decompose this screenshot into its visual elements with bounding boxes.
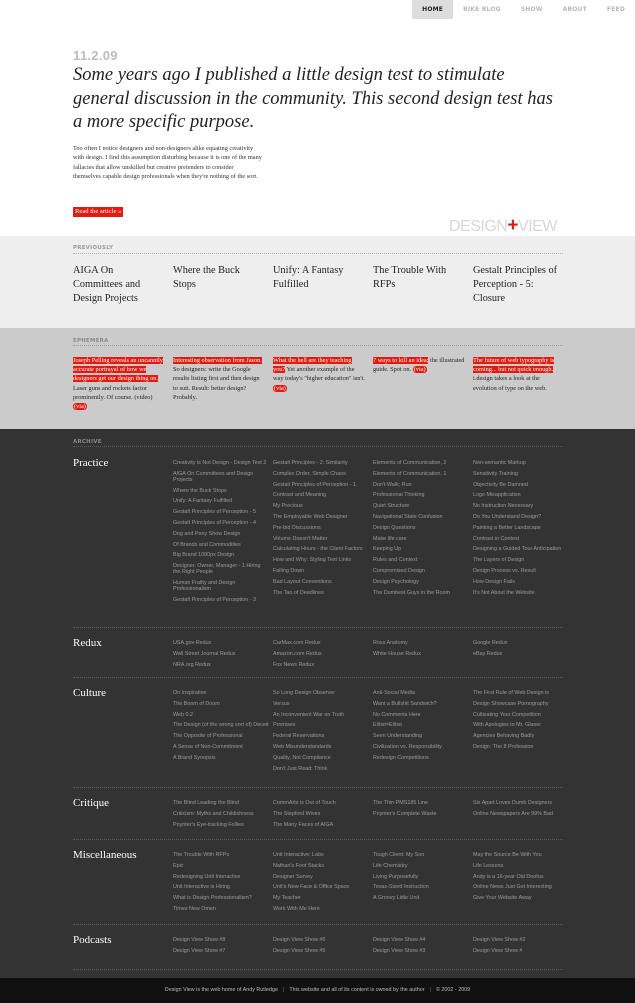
ephemera-item (73, 356, 165, 411)
previous-post-link[interactable]: Gestalt Principles of Perception - 5: Closure (473, 265, 558, 304)
ephemera-text: Yet another example of the way today's "higher education" isn't. (273, 366, 365, 383)
ephemera-section (0, 328, 635, 429)
archive-link[interactable]: Unify: A Fantasy Fulfilled (173, 498, 233, 505)
via-link[interactable]: (via) (74, 403, 86, 411)
archive-link[interactable]: Gestalt Principles - 2: Similarity (273, 460, 348, 466)
archive-link[interactable]: No Comments Here (373, 711, 421, 718)
archive-column (473, 690, 569, 755)
archive-link[interactable]: Quiet Structure (373, 503, 410, 510)
archive-link[interactable]: With Apologies to Mr. Glaser (473, 722, 542, 729)
ephemera-text: i.design takes a look at the evolution of type on the web. (473, 375, 547, 392)
archive-link[interactable]: Online Newspapers Are 99% Bad (473, 810, 554, 817)
archive-link[interactable]: Keeping Up (373, 546, 402, 553)
archive-link[interactable]: Gestalt Principles of Perception - 4 (173, 519, 256, 526)
archive-link[interactable]: CarMax.com Redux (273, 640, 321, 646)
archive-link[interactable]: How Design Fails (473, 578, 515, 585)
archive-column (373, 937, 469, 959)
archive-link[interactable]: The Many Faces of AIGA (273, 821, 334, 828)
archive-link[interactable]: Design View Show #8 (173, 937, 226, 943)
archive-link[interactable]: Do You Understand Design? (473, 513, 542, 520)
archive-link[interactable]: Contrast in Context (473, 535, 520, 542)
archive-link[interactable]: Design View Show #2 (473, 937, 526, 943)
footer-copyright: © 2002 - 2009 (435, 987, 471, 993)
archive-link[interactable]: Design View Show # (473, 947, 523, 954)
archive-column (173, 852, 269, 917)
archive-column (173, 640, 269, 672)
archive-link[interactable]: The Thin PMS185 Line (373, 800, 429, 806)
logo-plus: + (507, 215, 518, 236)
archive-link[interactable]: Design View Show #6 (273, 937, 326, 943)
archive-column (173, 690, 269, 766)
archive-link[interactable]: Compromised Design (373, 567, 425, 574)
previously-section (0, 236, 635, 328)
archive-link[interactable]: Dog and Pony Show Design (173, 530, 241, 537)
archive-link[interactable]: Design Psychology (373, 578, 419, 585)
archive-link[interactable]: The Boom of Doom (173, 700, 220, 707)
archive-column (473, 640, 569, 662)
archive-link[interactable]: Promises (273, 722, 296, 729)
archive-link[interactable]: Redesign Competitions (373, 754, 429, 761)
divider (73, 969, 563, 970)
archive-link[interactable]: Human Frailty and Design Professionalism (173, 579, 236, 592)
archive-link[interactable]: The Dumbest Guys in the Room (373, 589, 450, 596)
archive-link[interactable]: Gestalt Principles of Perception - 5 (173, 509, 256, 516)
archive-label: ARCHIVE (73, 439, 102, 445)
archive-section (0, 429, 635, 978)
archive-category-title: Practice (73, 457, 109, 469)
divider (73, 839, 563, 840)
archive-link[interactable]: AIGA On Committees and Design Projects (173, 470, 254, 483)
archive-link[interactable]: Poynter's Eye-tracking Follies (173, 821, 244, 828)
archive-link[interactable]: The Stepford Wives (273, 810, 321, 817)
nav-menu (412, 0, 635, 19)
archive-column (373, 640, 469, 662)
archive-link[interactable]: Anti-Social Media (373, 690, 415, 696)
nav-bike-blog[interactable]: BIKE BLOG (463, 6, 501, 13)
archive-link[interactable]: Complex Order, Simple Chaos (273, 470, 346, 477)
archive-column (373, 690, 469, 766)
archive-column (273, 460, 369, 600)
ephemera-link[interactable]: The future of web typography is coming... but not quick enough. (473, 357, 555, 374)
archive-link[interactable]: Design Process vs. Result (473, 567, 536, 574)
ephemera-link[interactable]: Joseph Pelling reveals an uncannily accurate portrayal of how we designers get our design thing on. (73, 357, 163, 383)
archive-link[interactable]: Design: The 8 Profession (473, 743, 534, 750)
archive-link[interactable]: Unit Interactive: Labs (273, 852, 324, 858)
archive-link[interactable]: A Groovy Little Unit (373, 895, 420, 902)
archive-link[interactable]: Rules and Context (373, 557, 418, 564)
archive-link[interactable]: Gestalt Principles of Perception - 3 (173, 596, 256, 603)
footer-separator: | (429, 987, 431, 993)
archive-link[interactable]: Web Misunderstandards (273, 743, 332, 750)
archive-link[interactable]: Objectivity Be Damned (473, 481, 528, 488)
archive-link[interactable]: Civilization vs. Responsibility (373, 743, 442, 750)
archive-link[interactable]: The Layers of Design (473, 557, 525, 564)
archive-link[interactable]: Redesigning Unit Interactive (173, 873, 241, 880)
archive-column (373, 460, 469, 600)
divider (73, 253, 563, 254)
archive-link[interactable]: Six Apart Loves Dumb Designers (473, 800, 553, 806)
archive-link[interactable]: Online News Just Got Interesting (473, 884, 552, 891)
archive-column (273, 937, 369, 959)
archive-link[interactable]: May the Source Be With You (473, 852, 542, 858)
archive-link[interactable]: Gestalt Principles of Perception - 1 (273, 481, 356, 488)
archive-link[interactable]: Elements of Communication, 2 (373, 460, 447, 466)
ephemera-item (373, 356, 465, 374)
archive-link[interactable]: Non-semantic Markup (473, 460, 526, 466)
archive-link[interactable]: Design View Show #5 (273, 947, 326, 954)
archive-link[interactable]: Design Questions (373, 524, 416, 531)
footer-rights-text: This website and all of its content is owned by the author (289, 987, 425, 993)
archive-link[interactable]: Falling Down (273, 567, 305, 574)
archive-link[interactable]: Work With Me Here (273, 905, 320, 912)
archive-link[interactable]: The Opposite of Professional (173, 733, 243, 740)
archive-link[interactable]: Painting a Better Landscape (473, 524, 541, 531)
archive-category-title: Redux (73, 637, 102, 649)
archive-column (173, 800, 269, 832)
archive-link[interactable]: Epic (173, 862, 184, 869)
archive-link[interactable]: On Inspiration (173, 690, 207, 696)
nav-home[interactable]: HOME (412, 0, 453, 19)
archive-link[interactable]: Designer Survey (273, 873, 313, 880)
ephemera-item (473, 356, 565, 393)
archive-link[interactable]: Creativity is Not Design - Design Test 2 (173, 460, 267, 466)
archive-link[interactable]: What is Design Professionalism? (173, 895, 252, 902)
archive-link[interactable]: A Sense of Non-Commitment (173, 743, 243, 750)
logo-text-design: DESIGN (449, 218, 508, 235)
archive-link[interactable]: Texas-Sized Instruction (373, 884, 429, 891)
archive-link[interactable]: Cultivating Your Competition (473, 711, 541, 718)
article-date: 11.2.09 (73, 48, 118, 63)
article-headline[interactable]: Some years ago I published a little design test to stimulate general discussion in the community. This second design test has a more specific purpose. (73, 65, 553, 132)
archive-column (273, 690, 369, 776)
site-logo (449, 215, 557, 236)
archive-link[interactable]: Versus (273, 700, 290, 707)
ephemera-link[interactable]: Interesting observation from Jason. (173, 357, 262, 364)
archive-link[interactable]: Where the Buck Stops (173, 487, 227, 494)
archive-category-title: Miscellaneous (73, 849, 137, 861)
archive-link[interactable]: Of Brands and Commodities (173, 541, 241, 548)
archive-link[interactable]: Don't Just Read: Think (273, 765, 328, 772)
archive-link[interactable]: Fox News Redux (273, 661, 315, 668)
footer-separator: | (282, 987, 285, 993)
archive-link[interactable]: So Long Design Observer (273, 690, 336, 696)
archive-column (273, 852, 369, 917)
archive-link[interactable]: Life Chemistry (373, 862, 408, 869)
archive-link[interactable]: Living Purposefully (373, 873, 419, 880)
archive-link[interactable]: Quality, Not Compliance (273, 754, 331, 761)
archive-column (373, 852, 469, 906)
divider (73, 446, 563, 447)
archive-link[interactable]: Design View Show #4 (373, 937, 426, 943)
archive-category-title: Critique (73, 797, 110, 809)
archive-category-title: Culture (73, 687, 106, 699)
top-nav (0, 0, 635, 19)
archive-link[interactable]: A Brand Synopsis (173, 754, 216, 761)
archive-link[interactable]: My Precious (273, 503, 303, 510)
archive-link[interactable]: Big Brand 1080px Design (173, 552, 235, 559)
archive-link[interactable]: Design View Show #3 (373, 947, 426, 954)
archive-link[interactable]: Give Your Website Away (473, 895, 532, 902)
archive-link[interactable]: Contrast and Meaning (273, 492, 327, 499)
previously-label: PREVIOUSLY (73, 245, 114, 251)
archive-link[interactable]: Bad Layout Conventions (273, 578, 332, 585)
archive-link[interactable]: Criticism: Myths and Childishness (173, 810, 254, 817)
archive-column (473, 937, 569, 959)
archive-link[interactable]: Google Redux (473, 640, 508, 646)
archive-link[interactable]: Elements of Communication, 1 (373, 470, 447, 477)
divider (73, 677, 563, 678)
read-article-link[interactable]: Read the article » (75, 208, 122, 215)
archive-link[interactable]: Make life care (373, 535, 407, 542)
via-link[interactable]: (via) (413, 366, 426, 374)
archive-link[interactable]: Web 0.2 (173, 711, 193, 718)
archive-link[interactable]: Ross Anatomy (373, 640, 408, 646)
ephemera-link[interactable]: 7 ways to kill an idea; (373, 357, 429, 364)
previous-post-link[interactable]: AIGA On Committees and Design Projects (73, 265, 141, 304)
archive-column (373, 800, 469, 822)
archive-link[interactable]: The Trouble With RFPs (173, 852, 230, 858)
archive-link[interactable]: The Blind Leading the Blind (173, 800, 239, 806)
archive-link[interactable]: Designing a Guided Tour Anticipation (473, 546, 562, 553)
archive-link[interactable]: Sensitivity Training (473, 470, 518, 477)
ephemera-text: So designers: write the Google results listing first and then design to suit. Result: better design? Probably. (173, 366, 260, 401)
archive-column (273, 640, 369, 672)
divider (73, 787, 563, 788)
archive-column (473, 800, 569, 822)
via-link[interactable]: (via) (274, 384, 286, 392)
archive-link[interactable]: Seen Understanding (373, 733, 423, 740)
archive-link[interactable]: The Tao of Deadlines (273, 589, 324, 596)
archive-link[interactable]: An Inconvenient War on Truth (273, 711, 345, 718)
archive-link[interactable]: Pre-bid Discussions (273, 524, 321, 531)
archive-link[interactable]: Times New Omen (173, 905, 216, 912)
archive-column (273, 800, 369, 832)
divider (73, 627, 563, 628)
archive-link[interactable]: eBay Redux (473, 650, 503, 657)
archive-link[interactable]: Logo Misapplication (473, 492, 521, 499)
archive-link[interactable]: White House Redux (373, 650, 421, 657)
archive-link[interactable]: NRA.org Redux (173, 661, 211, 668)
archive-link[interactable]: How and Why: Styling Text Links (273, 557, 352, 564)
archive-link[interactable]: No Instruction Necessary (473, 503, 534, 510)
archive-category-title: Podcasts (73, 934, 112, 946)
archive-link[interactable]: Unit's New Face & Office Space (273, 884, 350, 891)
archive-link[interactable]: Federal Reservations (273, 733, 325, 740)
archive-link[interactable]: The First Rule of Web Design is (473, 690, 549, 696)
ephemera-text: the illustrated guide. Spot on. (373, 357, 465, 374)
archive-link[interactable]: Volume Doesn't Matter (273, 535, 328, 542)
previous-post-link[interactable]: Unify: A Fantasy Fulfilled (273, 265, 344, 290)
article-intro: Too often I notice designers and non-designers alike equating creativity with design. I find this assumption disturbing because it is one of the many fallacies that allow unskilled but creative pretenders to consider themselves capable design professionals when they're nothing of the sort. (73, 145, 262, 181)
footer (0, 978, 635, 1003)
ephemera-text: Laser guns and rockets factor prominently. Of course. (video) (73, 384, 153, 401)
archive-link[interactable]: Amazon.com Redux (273, 650, 322, 657)
divider (73, 924, 563, 925)
archive-column (473, 460, 569, 600)
archive-link[interactable]: Life Lessons (473, 862, 504, 869)
archive-link[interactable]: Want a Bullshit Sandwich? (373, 700, 437, 707)
archive-link[interactable]: Wall Street Journal Redux (173, 650, 236, 657)
archive-link[interactable]: Andy is a 16-year Old Doofus (473, 873, 544, 880)
nav-feed[interactable]: FEED (606, 6, 625, 13)
ephemera-link[interactable]: What the hell are they teaching you? (273, 357, 352, 374)
archive-link[interactable]: My Teacher (273, 895, 301, 902)
logo-text-view: VIEW (517, 218, 557, 235)
archive-link[interactable]: Tough Client: My Son (373, 852, 425, 858)
ephemera-label: EPHEMERA (73, 338, 109, 344)
archive-link[interactable]: Designer, Owner, Manager - 1 Hiring the Right People (173, 563, 261, 576)
archive-link[interactable]: Elitist=Elitist (373, 722, 402, 729)
archive-link[interactable]: Calculating Hours - the Client Factors (273, 546, 363, 553)
divider (73, 345, 563, 346)
hero-section (0, 19, 635, 236)
archive-link[interactable]: Poynter's Complete Waste (373, 810, 437, 817)
archive-column (173, 460, 269, 608)
archive-link[interactable]: Nathan's Foot Stacks (273, 862, 325, 869)
archive-link[interactable]: Agencies Behaving Badly (473, 733, 535, 740)
nav-show[interactable]: SHOW (520, 6, 543, 13)
archive-link[interactable]: Don't Walk; Run (373, 481, 412, 488)
ephemera-item (273, 356, 365, 393)
archive-link[interactable]: Design Showcase Pornography (473, 700, 549, 707)
archive-column (173, 937, 269, 959)
archive-link[interactable]: It's Not About the Website (473, 589, 535, 596)
archive-link[interactable]: The Employable Web Designer (273, 513, 348, 520)
archive-link[interactable]: USA.gov Redux (173, 640, 212, 646)
nav-about[interactable]: ABOUT (562, 6, 587, 13)
footer-owner-text: Design View is the web home of Andy Rutledge (164, 987, 278, 993)
archive-column (473, 852, 569, 906)
previous-post-link[interactable]: Where the Buck Stops (173, 265, 240, 290)
ephemera-item (173, 356, 265, 402)
previous-post-link[interactable]: The Trouble With RFPs (373, 265, 447, 290)
archive-link[interactable]: The Design (of the wrong sort of) Deceit (173, 722, 269, 729)
archive-link[interactable]: Professional Thinking (373, 492, 425, 499)
archive-link[interactable]: Unit Interactive is Hiring (173, 884, 230, 891)
archive-link[interactable]: CommArts is Out of Touch (273, 800, 336, 806)
archive-link[interactable]: Design View Show #7 (173, 947, 226, 954)
archive-link[interactable]: Navigational State Confusion (373, 513, 443, 520)
